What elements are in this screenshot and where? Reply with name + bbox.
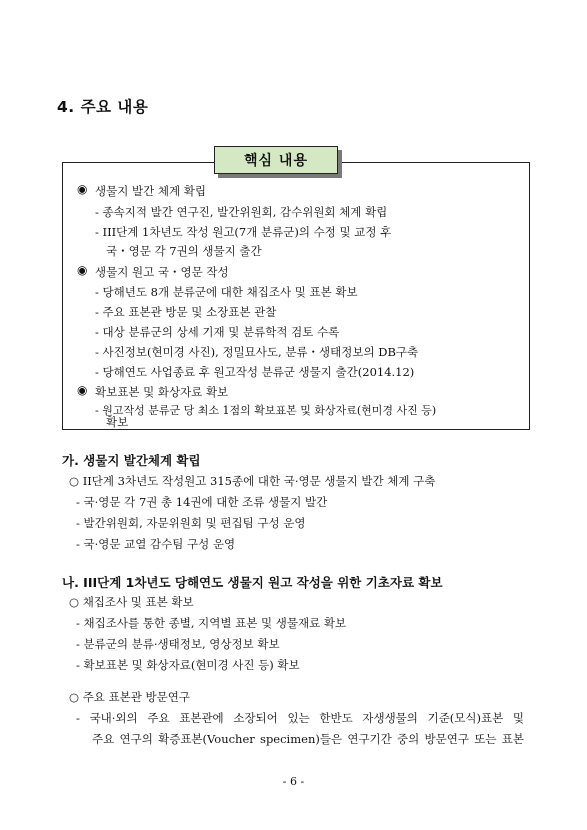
group-item: 국・영문 각 7권의 생물지 출간 <box>106 244 262 258</box>
page-number: - 6 - <box>282 775 305 788</box>
section-item: - 국·영문 각 7권 총 14권에 대한 조류 생물지 발간 <box>76 495 328 509</box>
section-item: - 국내·외의 주요 표본관에 소장되어 있는 한반도 자생생물의 기준(모식)표본 및 <box>76 711 524 725</box>
section-item: 주요 연구의 확증표본(Voucher specimen)들은 연구기간 중의 방문연구 또는 표본 <box>92 732 524 746</box>
group-item: - 원고작성 분류군 당 최소 1점의 확보표본 및 화상자료(현미경 사진 등) <box>95 404 437 417</box>
group-title: 생물지 원고 국・영문 작성 <box>95 265 229 279</box>
section-item: ○ 채집조사 및 표본 확보 <box>69 595 194 609</box>
section-item: - 채집조사를 통한 종별, 지역별 표본 및 생물재료 확보 <box>76 616 347 630</box>
group-title: 확보표본 및 화상자료 확보 <box>95 385 229 399</box>
target-bullet-icon: ◉ <box>77 383 88 397</box>
group-item: - 종속지적 발간 연구진, 발간위원회, 감수위원회 체계 확립 <box>95 205 388 219</box>
group-item: - 당해연도 사업종료 후 원고작성 분류군 생물지 출간(2014.12) <box>95 365 415 379</box>
group-item: - 대상 분류군의 상세 기재 및 분류학적 검토 수록 <box>95 325 340 339</box>
target-bullet-icon: ◉ <box>77 182 88 196</box>
section-ga-title: 가. 생물지 발간체계 확립 <box>62 453 201 468</box>
group-title: 생물지 발간 체계 확립 <box>95 184 206 198</box>
section-item: ○ II단계 3차년도 작성원고 315종에 대한 국·영문 생물지 발간 체계 구축 <box>69 474 436 488</box>
target-bullet-icon: ◉ <box>77 263 88 277</box>
group-item: - 주요 표본관 방문 및 소장표본 관찰 <box>95 305 277 319</box>
section-heading: 4. 주요 내용 <box>57 98 149 116</box>
section-item: - 확보표본 및 화상자료(현미경 사진 등) 확보 <box>76 658 300 672</box>
group-item: 확보 <box>106 415 129 429</box>
group-item: - III단계 1차년도 작성 원고(7개 분류군)의 수정 및 교정 후 <box>95 225 392 239</box>
section-item: ○ 주요 표본관 방문연구 <box>69 690 190 704</box>
section-item: - 국·영문 교열 감수팀 구성 운영 <box>76 537 236 551</box>
group-item: - 사진정보(현미경 사진), 정밀묘사도, 분류・생태정보의 DB구축 <box>95 345 419 359</box>
section-item: - 발간위원회, 자문위원회 및 편집팀 구성 운영 <box>76 516 306 530</box>
section-item: - 분류군의 분류·생태정보, 영상정보 확보 <box>76 637 280 651</box>
box-title: 핵심 내용 <box>214 146 338 174</box>
section-na-title: 나. III단계 1차년도 당해연도 생물지 원고 작성을 위한 기초자료 확보 <box>62 575 443 590</box>
group-item: - 당해년도 8개 분류군에 대한 채집조사 및 표본 확보 <box>95 285 358 299</box>
